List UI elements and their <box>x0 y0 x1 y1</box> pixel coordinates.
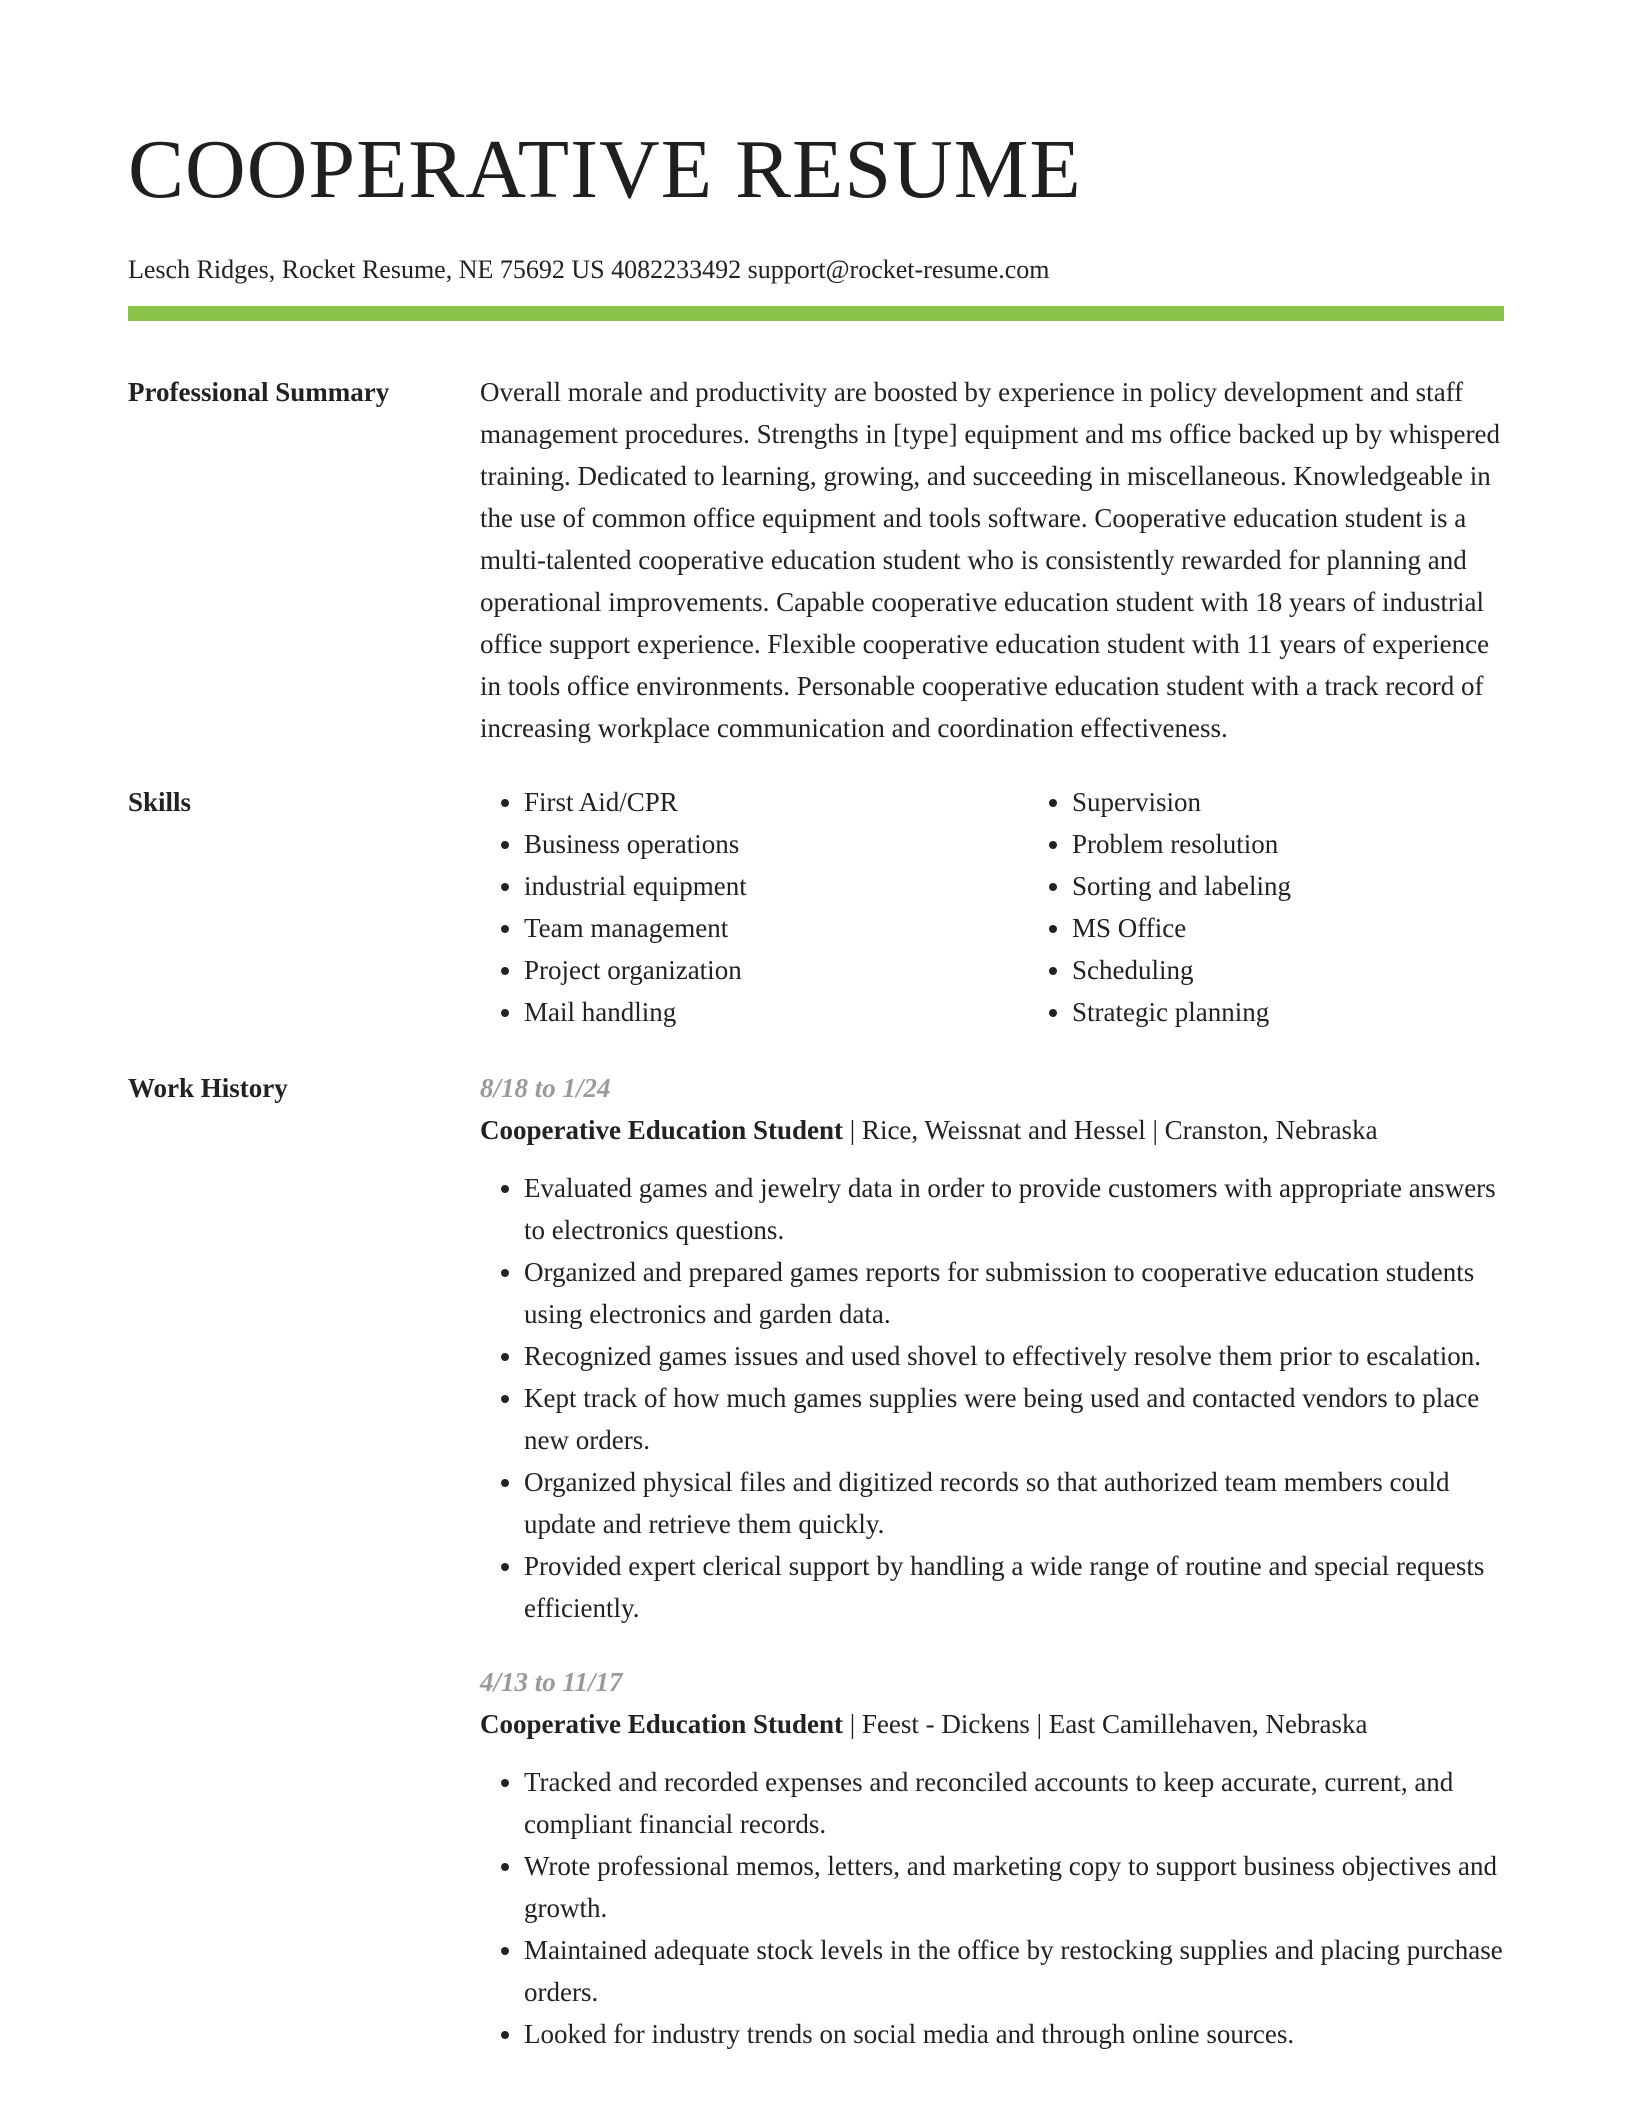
duty-item: • Kept track of how much games supplies were being used and contacted vendors to place new orders. <box>524 1377 1504 1461</box>
job-header <box>480 1703 1504 1745</box>
duty-item: • Provided expert clerical support by handling a wide range of routine and special requests efficiently. <box>524 1545 1504 1629</box>
duty-item: • Evaluated games and jewelry data in order to provide customers with appropriate answers to electronics questions. <box>524 1167 1504 1251</box>
job-title: Cooperative Education Student <box>480 1115 844 1145</box>
job-company-location: | Rice, Weissnat and Hessel | Cranston, Nebraska <box>843 1115 1378 1145</box>
job-dates: 4/13 to 11/17 <box>480 1667 623 1697</box>
section-label-work: Work History <box>128 1073 288 1103</box>
duty-item: • Maintained adequate stock levels in the office by restocking supplies and placing purchase orders. <box>524 1929 1504 2013</box>
skill-item: • Project organization <box>524 949 1028 991</box>
job-duties <box>480 1761 1504 2055</box>
duty-item: • Organized and prepared games reports for submission to cooperative education students using electronics and garden data. <box>524 1251 1504 1335</box>
skill-item: • Strategic planning <box>1072 991 1576 1033</box>
job-entry <box>480 1661 1504 2055</box>
duty-item: • Looked for industry trends on social media and through online sources. <box>524 2013 1504 2055</box>
skill-item: • Business operations <box>524 823 1028 865</box>
summary-text: Overall morale and productivity are boosted by experience in policy development and staff management procedures. Strengths in [type] equipment and ms office backed up by whispered training. Dedicated to learning, growing, and succeeding in miscellaneous. Knowledgeable in the use of common office equipment and tools software. Cooperative education student is a multi-talented cooperative education student who is consistently rewarded for planning and operational improvements. Capable cooperative education student with 18 years of industrial office support experience. Flexible cooperative education student with 11 years of experience in tools office environments. Personable cooperative education student with a track record of increasing workplace communication and coordination effectiveness. <box>480 377 1500 743</box>
skill-item: • Team management <box>524 907 1028 949</box>
job-company-location: | Feest - Dickens | East Camillehaven, Nebraska <box>843 1709 1368 1739</box>
skill-item: • Problem resolution <box>1072 823 1576 865</box>
job-duties <box>480 1167 1504 1629</box>
job-title: Cooperative Education Student <box>480 1709 844 1739</box>
section-label-skills: Skills <box>128 787 192 817</box>
resume-name: COOPERATIVE RESUME <box>128 123 1082 216</box>
skill-item: • industrial equipment <box>524 865 1028 907</box>
skills-section <box>128 781 1504 1033</box>
work-history-section <box>128 1067 1504 2055</box>
section-label-summary: Professional Summary <box>128 377 390 407</box>
duty-item: • Organized physical files and digitized records so that authorized team members could update and retrieve them quickly. <box>524 1461 1504 1545</box>
skill-item: • Mail handling <box>524 991 1028 1033</box>
skill-item: • First Aid/CPR <box>524 781 1028 823</box>
skill-item: • MS Office <box>1072 907 1576 949</box>
job-dates: 8/18 to 1/24 <box>480 1073 611 1103</box>
duty-item: • Wrote professional memos, letters, and marketing copy to support business objectives and growth. <box>524 1845 1504 1929</box>
work-entries <box>480 1067 1504 2055</box>
skill-item: • Sorting and labeling <box>1072 865 1576 907</box>
professional-summary-section <box>128 371 1504 749</box>
skills-columns <box>480 781 1576 1033</box>
skills-list-right <box>1028 781 1576 1033</box>
resume-page <box>128 0 1504 2055</box>
skills-list-left <box>480 781 1028 1033</box>
contact-line: Lesch Ridges, Rocket Resume, NE 75692 US 4082233492 support@rocket-resume.com <box>128 255 1050 284</box>
skill-item: • Scheduling <box>1072 949 1576 991</box>
duty-item: • Recognized games issues and used shovel to effectively resolve them prior to escalation. <box>524 1335 1504 1377</box>
skill-item: • Supervision <box>1072 781 1576 823</box>
duty-item: • Tracked and recorded expenses and reconciled accounts to keep accurate, current, and compliant financial records. <box>524 1761 1504 1845</box>
header-divider <box>128 306 1504 321</box>
job-header <box>480 1109 1504 1151</box>
job-entry <box>480 1067 1504 1629</box>
